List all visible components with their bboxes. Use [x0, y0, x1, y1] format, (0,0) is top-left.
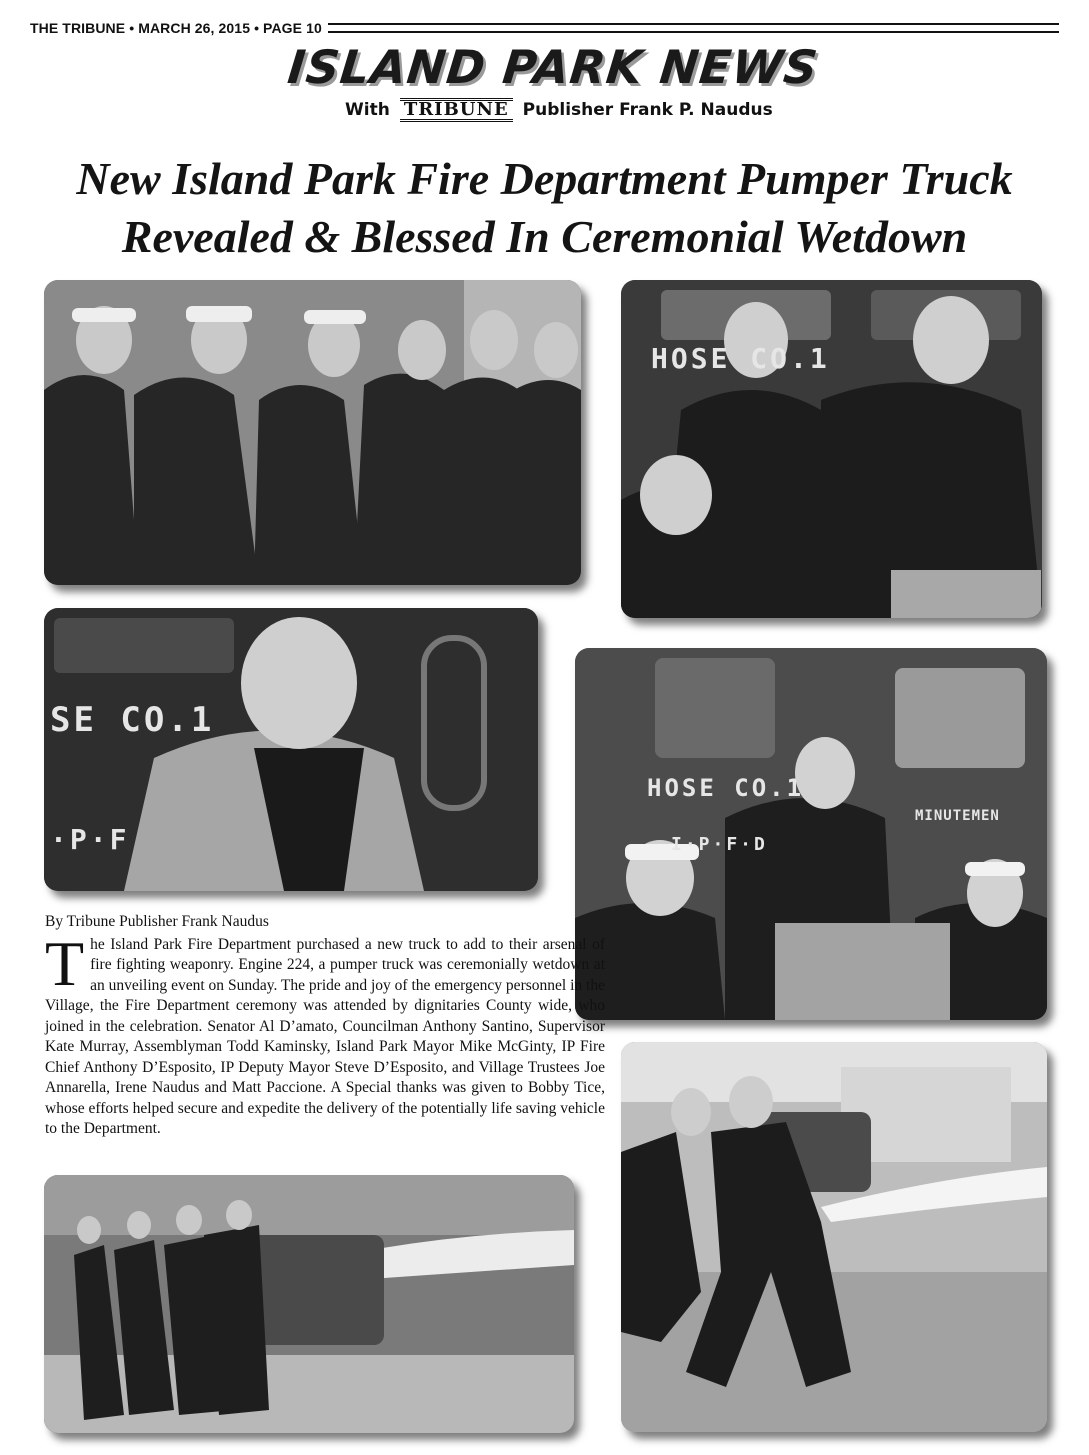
article [45, 912, 605, 1140]
photo-truck-label: SE CO.1 [50, 700, 215, 740]
photo-hose-spray-closeup [621, 1042, 1047, 1432]
photo-hose-spray-group-image [44, 1175, 574, 1433]
photo-truck-label: HOSE CO.1 [647, 774, 805, 802]
photo-podium-before-truck-image [575, 648, 1047, 1020]
article-body [45, 927, 605, 1140]
photo-hose-spray-group [44, 1175, 574, 1433]
page-folio [30, 18, 1059, 38]
masthead-with: With [345, 100, 390, 120]
headline-line-2: Revealed & Blessed In Ceremonial Wetdown [121, 211, 968, 262]
photo-ipfd-label: I·P·F·D [671, 834, 768, 855]
photo-speakers-at-podium-image [621, 280, 1042, 618]
headline-line-1: New Island Park Fire Department Pumper Truck [76, 153, 1013, 204]
photo-seated-dignitaries-image [44, 280, 581, 585]
photo-truck-label-2: ·P·F [50, 823, 130, 856]
photo-speaker-tweed-jacket [44, 608, 538, 891]
folio-rule [328, 23, 1059, 33]
article-body-text: he Island Park Fire Department purchased a new truck to add to their arsenal of fire fighting weaponry. Engine 224, a pumper truck was ceremonially wetdown at an unveiling event on Sunday. The pride and joy of the emergency personnel in the Village, the Fire Department ceremony was attended by dignitaries County wide, who joined in the celebration. Senator Al D’amato, Councilman Anthony Santino, Supervisor Kate Murray, Assemblyman Todd Kaminsky, Island Park Mayor Mike McGinty, IP Fire Chief Anthony D’Esposito, IP Deputy Mayor Steve D’Esposito, and Village Trustees Joe Annarella, Irene Naudus and Matt Paccione. A Special thanks was given to Bobby Tice, whose efforts helped secure and expedite the delivery of the potentially life saving vehicle to the Department. [45, 935, 605, 1137]
tribune-logo: TRIBUNE [400, 98, 513, 122]
masthead [255, 40, 845, 130]
photo-speakers-at-podium [621, 280, 1042, 618]
headline [20, 150, 1069, 266]
masthead-title: ISLAND PARK NEWS [285, 40, 821, 94]
masthead-publisher: Publisher Frank P. Naudus [522, 100, 773, 120]
article-dropcap: T [45, 927, 85, 999]
photo-seated-dignitaries [44, 280, 581, 585]
photo-minutemen-label: MINUTEMEN [915, 808, 1000, 824]
masthead-subline [345, 98, 845, 122]
article-byline: By Tribune Publisher Frank Naudus [45, 913, 269, 930]
photo-hose-spray-closeup-image [621, 1042, 1047, 1432]
folio-text: THE TRIBUNE • MARCH 26, 2015 • PAGE 10 [30, 20, 322, 36]
photo-podium-before-truck [575, 648, 1047, 1020]
photo-truck-label: HOSE CO.1 [651, 342, 830, 375]
